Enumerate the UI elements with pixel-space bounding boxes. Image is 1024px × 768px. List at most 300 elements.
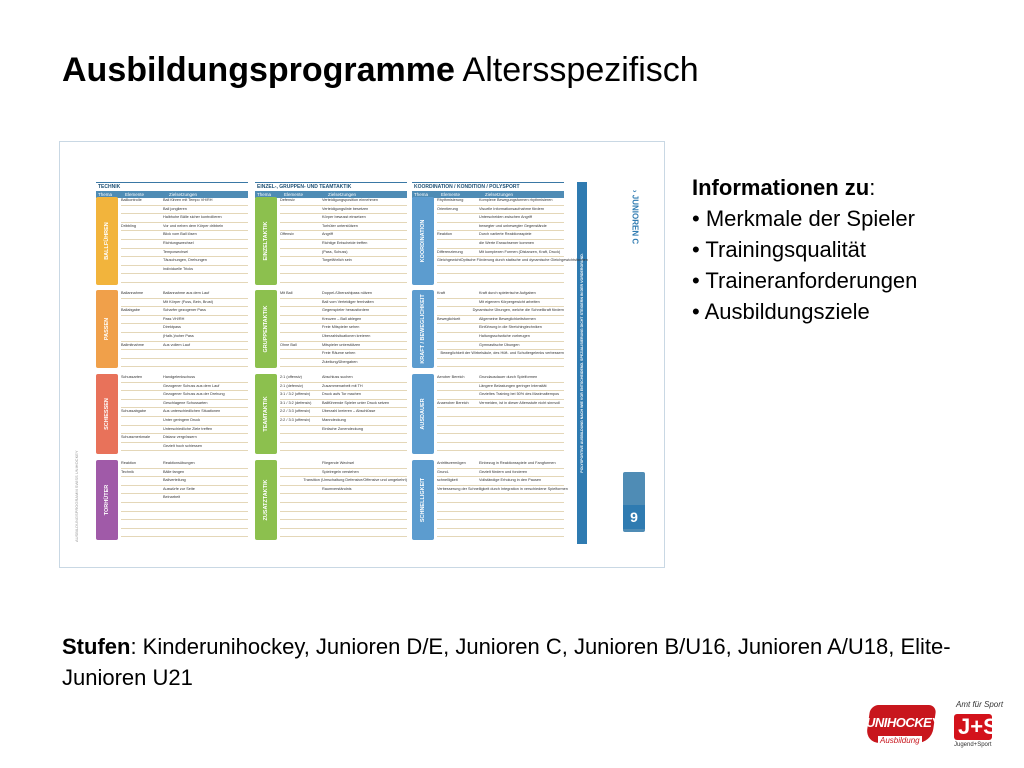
table-row <box>437 333 564 342</box>
row-ziel: Richtungswechsel <box>163 240 194 245</box>
table-row <box>437 512 564 521</box>
js-logo <box>950 700 1004 754</box>
table-row <box>280 434 407 443</box>
row-thema <box>121 391 163 399</box>
row-thema: 2:1 (defensiv) <box>280 383 304 388</box>
block-tab-label: SCHNELLIGKEIT <box>420 477 426 523</box>
table-row <box>280 223 407 232</box>
row-thema: Kraft <box>437 291 446 295</box>
js-signature: Amt für Sport <box>956 700 1004 709</box>
row-ziel: Gezielt hoch schiessen <box>163 443 203 448</box>
row-ziel: Mitspieler unterstützen <box>322 342 361 347</box>
block-tab-label: BALLFÜHREN <box>104 222 110 260</box>
row-thema <box>121 231 163 239</box>
row-thema <box>437 307 473 315</box>
table-row <box>280 316 407 325</box>
document-thumbnail <box>59 141 665 568</box>
table-row <box>280 374 407 383</box>
table-row <box>121 231 248 240</box>
table-row <box>280 290 407 299</box>
table-row <box>437 520 564 529</box>
row-thema: Mit Ball <box>280 291 293 295</box>
row-thema <box>280 307 322 315</box>
block-tab-label: ZUSATZTAKTIK <box>263 479 269 521</box>
info-heading-colon: : <box>869 175 876 200</box>
row-ziel: Überzahlsituationen kreieren <box>322 333 371 338</box>
row-thema <box>437 214 479 222</box>
unihockey-logo <box>862 703 944 747</box>
block-tab-label: KOORDINATION <box>420 219 426 263</box>
row-thema <box>121 257 163 265</box>
row-thema <box>280 426 322 434</box>
block-tab-label: TORHÜTER <box>104 484 110 516</box>
row-thema <box>121 214 163 222</box>
row-ziel: Aus vollem Lauf <box>163 342 191 347</box>
subheader-cell: Zielsetzungen <box>328 192 357 197</box>
subheader-cell: Thema <box>257 192 272 197</box>
row-thema: Reaktion <box>437 232 452 237</box>
table-row <box>121 417 248 426</box>
row-ziel: Ballführende Spieler unter Druck setzen <box>322 400 390 405</box>
row-ziel: Vor und neben dem Körper dribbeln <box>163 223 224 228</box>
table-row <box>121 477 248 486</box>
table-row <box>437 249 564 258</box>
table-row <box>280 240 407 249</box>
table-row <box>121 214 248 223</box>
table-row <box>121 434 248 443</box>
junior-label <box>628 182 642 252</box>
table-row <box>437 299 564 308</box>
column-heading: KOORDINATION / KONDITION / POLYSPORT <box>412 182 564 191</box>
block-tab <box>255 460 277 540</box>
row-thema <box>121 417 163 425</box>
row-thema <box>121 206 163 214</box>
document-block <box>96 197 248 285</box>
js-mark-icon <box>954 714 998 740</box>
row-ziel: Manndeckung <box>322 417 346 422</box>
page-number: 9 <box>623 505 645 529</box>
unihockey-subtitle: Ausbildung <box>880 736 920 745</box>
table-row <box>121 486 248 495</box>
table-row <box>121 494 248 503</box>
row-thema <box>121 299 163 307</box>
table-row <box>437 486 568 495</box>
table-row <box>437 469 564 478</box>
row-thema <box>280 359 322 367</box>
table-row <box>437 408 564 417</box>
document-block <box>412 374 564 454</box>
table-row <box>121 383 248 392</box>
block-tab-label: EINZELTAKTIK <box>263 221 269 261</box>
row-thema <box>280 214 322 222</box>
table-row <box>280 460 407 469</box>
row-thema: Defensiv <box>280 198 295 202</box>
row-ziel: Transition (Umschaltung Defensive/Offensive und umgekehrt) <box>303 478 407 483</box>
row-thema: Dribbling <box>121 223 136 228</box>
block-rows <box>121 374 248 454</box>
table-row <box>121 443 248 452</box>
table-row <box>121 529 248 538</box>
document-block <box>96 460 248 540</box>
row-ziel: bewegter und unbewegter Gegenstände <box>479 223 547 228</box>
row-thema <box>280 477 303 485</box>
row-ziel: Mit Körper (Fuss, Bein, Brust) <box>163 299 214 304</box>
table-row <box>280 257 407 266</box>
row-thema <box>437 342 479 350</box>
info-panel <box>692 172 1012 327</box>
row-thema: Differenzierung <box>437 249 463 254</box>
table-row <box>437 494 564 503</box>
js-caption: Jugend+Sport <box>954 742 992 748</box>
block-rows <box>121 460 248 540</box>
unihockey-wordmark: UNIHOCKEY <box>866 715 940 730</box>
table-row <box>121 374 248 383</box>
row-ziel: Einführung in die Stretchingtechniken <box>479 325 542 330</box>
table-row <box>280 408 407 417</box>
row-thema <box>121 316 163 324</box>
row-ziel: Pass VH/RH <box>163 316 185 321</box>
row-thema <box>121 324 163 332</box>
row-ziel: Abschluss suchen <box>322 375 353 379</box>
table-row <box>280 512 407 521</box>
table-row <box>437 359 564 368</box>
row-ziel: Ball führen mit Tempo VH/RH <box>163 198 213 202</box>
row-thema <box>121 240 163 248</box>
table-row <box>280 486 407 495</box>
table-row <box>280 214 407 223</box>
table-row <box>280 299 407 308</box>
info-heading <box>692 172 1012 203</box>
row-ziel: (Halb-)hoher Pass <box>163 333 194 338</box>
row-ziel: Längere Belastungen geringer Intensität <box>479 383 547 388</box>
row-thema <box>280 299 322 307</box>
row-thema <box>437 391 479 399</box>
row-ziel: Körper bewusst einsetzen <box>322 215 366 220</box>
row-ziel: Visuelle Informationsaufnahme fördern <box>479 206 545 211</box>
table-row <box>280 494 407 503</box>
row-ziel: Individuelle Tricks <box>163 266 193 271</box>
row-thema: Grund- <box>437 469 449 474</box>
row-ziel: Haltungsschwäche vorbeugen <box>479 333 530 338</box>
row-thema: 3:1 / 3:2 (defensiv) <box>280 400 312 405</box>
table-row <box>121 391 248 400</box>
row-thema <box>121 333 163 341</box>
row-ziel: Distanz vergrössern <box>163 435 197 440</box>
row-ziel: Direktpass <box>163 325 181 330</box>
row-ziel: Handgelenkschuss <box>163 375 196 379</box>
row-thema: Offensiv <box>280 232 294 237</box>
js-mark-text: J+S <box>958 714 998 739</box>
row-thema <box>280 460 322 468</box>
table-row <box>121 316 248 325</box>
row-thema <box>280 333 322 341</box>
row-thema: Technik <box>121 469 134 474</box>
table-row <box>280 231 407 240</box>
row-ziel: Ballannahme aus dem Lauf <box>163 291 210 295</box>
table-row <box>280 417 407 426</box>
table-row <box>437 266 564 275</box>
table-row <box>437 231 564 240</box>
row-thema <box>121 426 163 434</box>
table-row <box>280 197 407 206</box>
table-row <box>437 374 564 383</box>
info-heading-text: Informationen zu <box>692 175 870 200</box>
row-thema: Antrittsvermögen <box>437 461 466 465</box>
row-thema <box>280 486 322 494</box>
block-rows <box>280 197 407 285</box>
row-thema <box>121 477 163 485</box>
row-thema <box>437 324 479 332</box>
block-rows <box>437 460 568 540</box>
document-block <box>255 197 407 285</box>
table-row <box>280 324 407 333</box>
table-row <box>121 359 248 368</box>
row-thema: Ballkontrolle <box>121 198 142 202</box>
row-ziel: Freie Räume sehen <box>322 351 356 356</box>
row-ziel: die Werte Erwachsener kommen <box>479 240 535 245</box>
row-thema: Orientierung <box>437 206 458 211</box>
row-ziel: Beinarbeit <box>163 495 181 500</box>
subheader-cell: Elemente <box>441 192 461 197</box>
row-thema <box>121 494 163 502</box>
table-row <box>437 274 564 283</box>
table-row <box>437 391 564 400</box>
table-row <box>280 477 407 486</box>
row-ziel: Gymnastische Übungen <box>479 342 520 347</box>
sidebar-strip-text: POLYSPORTIVE AUSBILDUNG NACH WIE VOR ENTSCHEIDEND. SPEZIALISIERUNG DICHT STEIGERN IN DER VORDERGRUND. <box>580 253 584 473</box>
table-row <box>121 324 248 333</box>
table-row <box>437 342 564 351</box>
row-thema: 3:1 / 3:2 (offensiv) <box>280 392 311 397</box>
subheader-cell: Zielsetzungen <box>169 192 198 197</box>
table-row <box>121 469 248 478</box>
table-row <box>437 417 564 426</box>
row-thema <box>121 249 163 257</box>
table-row <box>280 333 407 342</box>
row-thema: Rhythmisierung <box>437 198 464 202</box>
row-ziel: Gezielt fördern und forcieren <box>479 469 528 474</box>
table-row <box>121 408 248 417</box>
document-margin-text: AUSBILDUNGSPROGRAMM SWISS UNIHOCKEY <box>74 450 79 542</box>
table-row <box>437 529 564 538</box>
row-ziel: Doppel-/Überzahlpass nützen <box>322 291 373 295</box>
row-ziel: Tempowechsel <box>163 249 189 254</box>
row-ziel: Auswürfe zur Seite <box>163 486 195 491</box>
table-row <box>121 257 248 266</box>
document-block <box>96 374 248 454</box>
stufen-text <box>62 631 962 693</box>
row-thema <box>121 266 163 274</box>
row-ziel: Blick vom Ball lösen <box>163 232 197 237</box>
subheader-cell: Thema <box>414 192 429 197</box>
row-ziel: Komplexe Bewegungsformen rhythmisieren <box>479 198 553 202</box>
table-row <box>280 520 407 529</box>
block-tab-label: SCHIESSEN <box>104 398 110 430</box>
row-thema <box>121 383 163 391</box>
table-row <box>121 299 248 308</box>
row-thema <box>280 316 322 324</box>
row-ziel: Durch variierte Reaktionsspiele <box>479 232 532 237</box>
row-ziel: Reaktionsübungen <box>163 461 195 465</box>
table-row <box>437 434 564 443</box>
row-ziel: Einbezug in Reaktionsspiele und Fangformen <box>479 461 556 465</box>
table-row <box>280 350 407 359</box>
document-block <box>255 460 407 540</box>
row-thema: Ballannahme <box>121 291 144 295</box>
block-tab <box>412 197 434 285</box>
table-row <box>437 383 564 392</box>
table-row <box>280 274 407 283</box>
table-row <box>121 503 248 512</box>
table-row <box>280 503 407 512</box>
row-ziel: Optische Förderung durch statische und dynamische Gleichgewichtsformen <box>460 258 588 263</box>
row-ziel: Freie Mitspieler sehen <box>322 325 360 330</box>
table-row <box>280 426 407 435</box>
row-ziel: Gezogener Schuss aus dem Lauf <box>163 383 220 388</box>
row-ziel: Bälle fangen <box>163 469 185 474</box>
row-ziel: Täuschungen, Drehungen <box>163 258 207 263</box>
stufen-list: : Kinderunihockey, Junioren D/E, Junioren C, Junioren B/U16, Junioren A/U18, Elite-Junioren U21 <box>62 634 951 690</box>
row-thema: 2:1 (offensiv) <box>280 375 302 379</box>
table-row <box>280 266 407 275</box>
subheader-cell: Zielsetzungen <box>485 192 514 197</box>
row-thema <box>280 206 322 214</box>
row-ziel: Ballverteilung <box>163 478 186 483</box>
row-thema <box>280 469 322 477</box>
block-tab <box>96 374 118 454</box>
row-thema: Reaktion <box>121 461 136 465</box>
row-ziel: Verteidigungslinie besetzen <box>322 206 369 211</box>
table-row <box>121 460 248 469</box>
row-ziel: Geschlagene Schussarten <box>163 400 208 405</box>
subheader-cell: Elemente <box>284 192 304 197</box>
block-tab-label: PASSEN <box>104 317 110 341</box>
page-title <box>62 50 699 90</box>
stufen-label: Stufen <box>62 634 131 659</box>
row-ziel: Verteidigungsposition einnehmen <box>322 198 378 202</box>
row-ziel: Ball vom Verteidiger fernhalten <box>322 299 374 304</box>
table-row <box>280 249 407 258</box>
document-block <box>255 290 407 368</box>
table-row <box>121 333 248 342</box>
row-thema <box>280 223 322 231</box>
table-row <box>437 214 564 223</box>
row-ziel: Angriff <box>322 232 333 237</box>
block-rows <box>121 290 248 368</box>
row-thema: Schussmerkmale <box>121 435 151 440</box>
block-rows <box>437 374 564 454</box>
document-block <box>255 374 407 454</box>
table-row <box>437 426 564 435</box>
column-heading: TECHNIK <box>96 182 248 191</box>
table-row <box>121 249 248 258</box>
document-column <box>255 182 407 544</box>
block-rows <box>437 197 588 285</box>
row-ziel: Kraft durch spielerische Aufgaben <box>479 291 536 295</box>
row-ziel: Allgemeine Beweglichkeitsformen <box>479 316 536 321</box>
row-ziel: Einfache Zonendeckung <box>322 426 363 431</box>
row-thema: Beweglichkeit <box>437 316 461 321</box>
column-heading: EINZEL-, GRUPPEN- UND TEAMTAKTIK <box>255 182 407 191</box>
table-row <box>437 350 564 359</box>
row-ziel: Druck aufs Tor machen <box>322 392 361 397</box>
row-ziel: Raumverständnis <box>322 486 352 491</box>
row-ziel: Ball jonglieren <box>163 206 187 211</box>
row-thema <box>121 400 163 408</box>
table-row <box>437 400 564 409</box>
document-block <box>412 290 564 368</box>
row-ziel: Fliegende Wechsel <box>322 461 355 465</box>
row-ziel: Zuteilung/Übergaben <box>322 359 358 364</box>
block-rows <box>280 460 407 540</box>
row-thema: Gleichgewicht <box>437 258 461 263</box>
row-thema: Schussabgabe <box>121 409 147 414</box>
row-thema <box>437 299 479 307</box>
table-row <box>280 529 407 538</box>
table-row <box>121 223 248 232</box>
table-row <box>280 206 407 215</box>
subheader-cell: Elemente <box>125 192 145 197</box>
row-ziel: Unter geringem Druck <box>163 417 201 422</box>
table-row <box>121 342 248 351</box>
row-thema: 2:2 / 3:3 (offensiv) <box>280 409 311 414</box>
row-ziel: Gezogener Schuss aus der Drehung <box>163 392 225 397</box>
document-block <box>96 290 248 368</box>
row-thema <box>437 383 479 391</box>
row-thema <box>121 443 163 451</box>
row-ziel: Mit eigenem Körpergewicht arbeiten <box>479 299 540 304</box>
block-tab <box>412 374 434 454</box>
table-row <box>437 316 564 325</box>
row-ziel: Halbhohe Bälle sicher kontrollieren <box>163 215 222 220</box>
row-thema <box>121 486 163 494</box>
row-ziel: Beweglichkeit der Wirbelsäule, des Hüft- und Schultergelenks verbessern <box>440 351 564 356</box>
row-thema: 2:2 / 3:3 (offensiv) <box>280 417 311 422</box>
table-row <box>121 240 248 249</box>
info-item: • Trainingsqualität <box>692 237 867 262</box>
table-row <box>121 266 248 275</box>
row-ziel: Verbesserung der Schnelligkeit durch Integration in verschiedene Spielformen <box>437 486 568 491</box>
row-ziel: Torhüter unterstützen <box>322 223 358 228</box>
row-thema <box>437 240 479 248</box>
row-ziel: Kreuzen – Ball ablegen <box>322 316 362 321</box>
block-tab <box>96 460 118 540</box>
title-bold: Ausbildungsprogramme <box>62 51 455 89</box>
table-row <box>280 307 407 316</box>
row-ziel: Torgefährlich sein <box>322 258 352 263</box>
table-row <box>280 359 407 368</box>
block-tab <box>255 290 277 368</box>
block-rows <box>437 290 564 368</box>
block-tab-label: TEAMTAKTIK <box>263 396 269 432</box>
table-row <box>280 391 407 400</box>
row-ziel: Vollständige Erholung in den Pausen <box>479 478 542 483</box>
block-tab <box>96 197 118 285</box>
table-row <box>437 324 564 333</box>
block-tab <box>255 197 277 285</box>
row-thema <box>280 350 322 358</box>
block-tab <box>412 460 434 540</box>
table-row <box>437 307 564 316</box>
document-sidebar-strip <box>577 182 587 544</box>
block-tab <box>412 290 434 368</box>
row-thema <box>280 257 322 265</box>
table-row <box>437 197 564 206</box>
table-row <box>121 290 248 299</box>
row-ziel: Scharfer gezogener Pass <box>163 308 206 313</box>
block-rows <box>280 374 407 454</box>
row-thema: Schussarten <box>121 375 143 379</box>
